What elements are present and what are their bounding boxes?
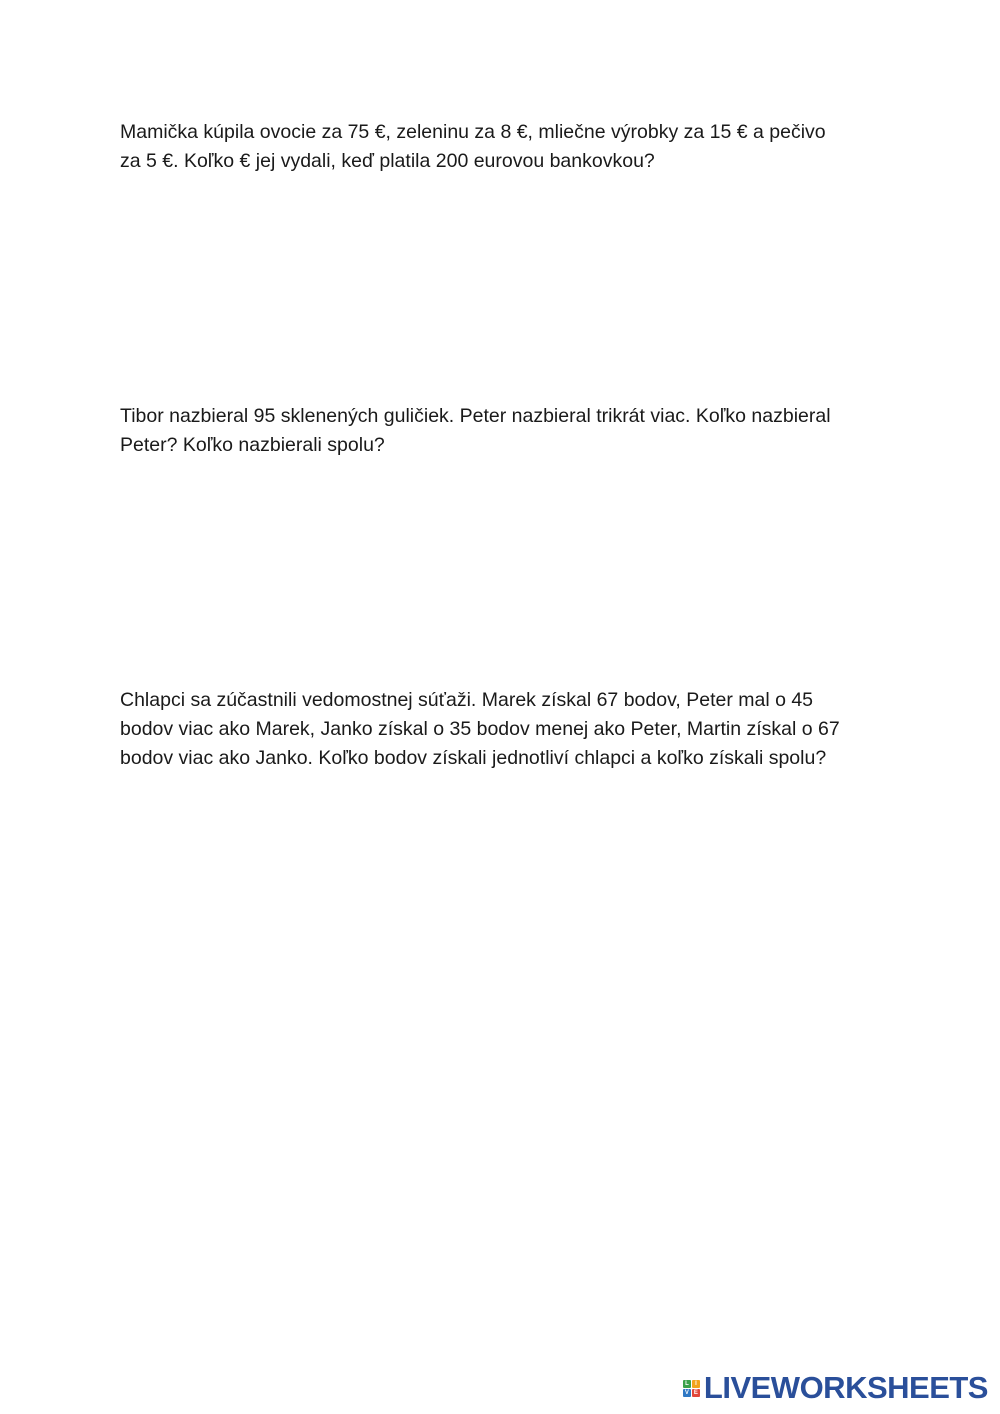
logo-tile: E <box>693 1389 698 1396</box>
problem-line: bodov viac ako Janko. Koľko bodov získali jednotliví chlapci a koľko získali spolu? <box>120 747 827 769</box>
liveworksheets-logo <box>683 1370 988 1406</box>
logo-tile: L <box>683 1380 691 1388</box>
problem-line: Mamička kúpila ovocie za 75 €, zeleninu za 8 €, mliečne výrobky za 15 € a pečivo <box>120 121 826 143</box>
logo-tile: I <box>692 1380 700 1388</box>
word-problem-2 <box>120 402 900 460</box>
problem-line: Peter? Koľko nazbierali spolu? <box>120 434 385 456</box>
logo-tile: V <box>684 1389 689 1396</box>
problem-line: Tibor nazbieral 95 sklenených guličiek. Peter nazbieral trikrát viac. Koľko nazbieral <box>120 405 831 427</box>
problem-line: Chlapci sa zúčastnili vedomostnej súťaži. Marek získal 67 bodov, Peter mal o 45 <box>120 689 814 711</box>
logo-wordmark: LIVEWORKSHEETS <box>703 1370 988 1405</box>
liveworksheets-logo-icon <box>683 1380 700 1397</box>
word-problem-1 <box>120 118 900 176</box>
problem-line: za 5 €. Koľko € jej vydali, keď platila 200 eurovou bankovkou? <box>120 150 655 172</box>
problem-line: bodov viac ako Marek, Janko získal o 35 bodov menej ako Peter, Martin získal o 67 <box>120 718 840 740</box>
word-problem-3 <box>120 686 900 773</box>
